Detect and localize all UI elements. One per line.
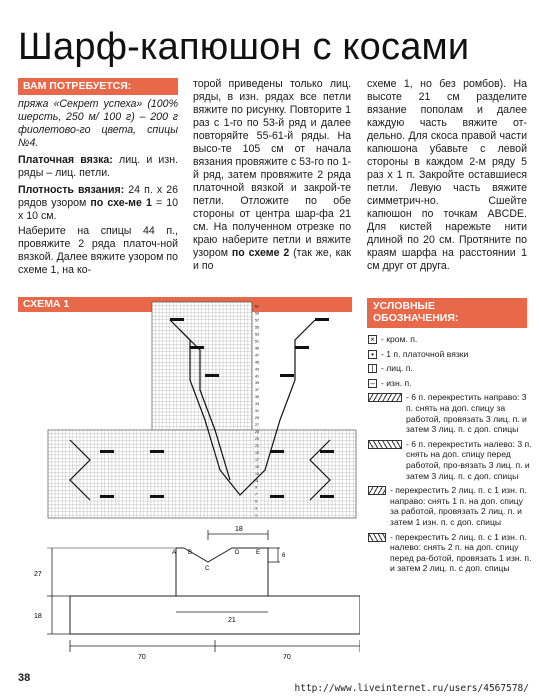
construction-diagram: [30, 524, 360, 669]
chart-row-number: 61: [255, 304, 259, 309]
cable-left-icon: [368, 440, 402, 449]
chart-row-number: 37: [255, 388, 259, 393]
point-a: A: [172, 550, 177, 556]
chart-row-number: 15: [255, 464, 259, 469]
point-d: D: [235, 550, 240, 556]
col2-text1: торой приведены только лиц. ряды, в изн. рядах все петли вяжите по рисунку. Повторите 1 раз с 1-го по 53-й ряд и далее повторяйте 55-61-й ряды. На высо-те 105 см от начала вязания провяжите с 53-го по 1-й ряд, затем провяжите 2 ряда платочной вязкой и закрой-те петли. Отложите по обе стороны от центра шар-фа 21 см. На полученном отрезке по краю наберите петли и вяжите узором: [193, 78, 351, 259]
chart-cable-mark: [320, 495, 334, 498]
garter-label: Платочная вязка:: [18, 154, 113, 166]
legend-item-cable-left: - 6 п. перекрестить налево: 3 п. снять на доп. спицу перед работой, про-вязать 3 лиц. п. и затем 3 лиц. п. с доп. спицы: [368, 439, 532, 481]
dim-bottom-left-label: 70: [138, 654, 146, 661]
chart-row-number: 19: [255, 450, 259, 455]
legend-item-cable-right: - 6 п. перекрестить направо: 3 п. снять на доп. спицу за работой, провязать 3 лиц. п. и затем 3 лиц. п. с доп. спицы: [368, 392, 532, 434]
chart-row-number: 1: [255, 513, 257, 518]
chart-cable-mark: [280, 374, 294, 377]
chart-row-number: 31: [255, 409, 259, 414]
chart-row-number: 53: [255, 332, 259, 337]
chart-cable-mark: [315, 318, 329, 321]
chart-cable-mark: [100, 495, 114, 498]
chart-row-number: 23: [255, 436, 259, 441]
chart-row-number: 55: [255, 325, 259, 330]
materials-header: ВАМ ПОТРЕБУЕТСЯ:: [18, 78, 178, 95]
chart-cable-mark: [205, 374, 219, 377]
edge-stitch-icon: ×: [368, 335, 377, 344]
legend-item-cross-left: - перекрестить 2 лиц. п. с 1 изн. п. налево: снять 2 п. на доп. спицу перед ра-ботой, провязать 1 изн. п. и затем 2 лиц. п. с доп. спицы: [368, 532, 532, 574]
purl-stitch-icon: –: [368, 379, 377, 388]
cross-right-icon: [368, 486, 386, 495]
chart-row-number: 57: [255, 318, 259, 323]
dim-left-lower-label: 18: [34, 613, 42, 620]
knitting-chart: [40, 300, 365, 522]
chart-row-number: 7: [255, 492, 257, 497]
legend: [368, 334, 532, 578]
legend-item-garter: • - 1 п. платочной вязки: [368, 349, 532, 360]
cable-right-icon: [368, 393, 402, 402]
gauge-tail: = 10 х 10 см.: [18, 197, 179, 222]
start-paragraph: Наберите на спицы 44 п., провяжите 2 ряда платоч-ной вязкой. Далее вяжите узором по схеме 1, на ко-: [18, 225, 178, 276]
chart-grid: [48, 302, 356, 518]
gauge-bold: по схе-ме 1: [90, 197, 152, 209]
chart-cable-mark: [320, 450, 334, 453]
chart-row-number: 45: [255, 360, 259, 365]
gauge-paragraph: [18, 184, 178, 223]
garter-paragraph: [18, 154, 178, 180]
point-b: B: [188, 550, 193, 556]
chart-row-number: 29: [255, 416, 259, 421]
chart-row-number: 9: [255, 485, 257, 490]
col2-text2: (так же, как и по: [193, 247, 352, 272]
dim-bottom-right-label: 70: [283, 654, 291, 661]
column-1: [18, 78, 178, 277]
chart-row-number: 25: [255, 429, 259, 434]
legend-item-purl: – - изн. п.: [368, 378, 532, 389]
schema-1-header: СХЕМА 1: [18, 297, 352, 312]
page-title: Шарф-капюшон с косами: [18, 26, 470, 68]
chart-row-number: 17: [255, 457, 259, 462]
gauge-label: Плотность вязания:: [18, 184, 125, 196]
chart-cable-mark: [150, 495, 164, 498]
dim-left-upper-label: 27: [34, 571, 42, 578]
chart-row-number: 43: [255, 367, 259, 372]
chart-row-number: 39: [255, 381, 259, 386]
dim-top-label: 18: [235, 526, 243, 533]
chart-row-number: 33: [255, 402, 259, 407]
gauge-text: 24 п. х 26 рядов узором: [18, 184, 178, 209]
dim-middle-label: 21: [228, 617, 236, 624]
column-3: [367, 78, 527, 273]
chart-cable-mark: [270, 495, 284, 498]
point-c: C: [205, 566, 210, 572]
chart-row-number: 3: [255, 506, 257, 511]
column-2: [193, 78, 351, 273]
garter-text: лиц. и изн. ряды – лиц. петли.: [18, 154, 178, 179]
chart-cable-mark: [100, 450, 114, 453]
legend-item-edge: × - кром. п.: [368, 334, 532, 345]
chart-row-number: 51: [255, 339, 259, 344]
col2-bold: по схеме 2: [231, 247, 290, 259]
materials-text: пряжа «Секрет успеха» (100% шерсть, 250 м/ 100 г) – 200 г фиолетово-го цвета, спицы №4.: [18, 98, 178, 149]
chart-row-number: 49: [255, 346, 259, 351]
chart-row-number: 35: [255, 395, 259, 400]
point-e: E: [256, 550, 261, 556]
knit-stitch-icon: |: [368, 364, 377, 373]
chart-row-number: 41: [255, 374, 259, 379]
col3-paragraph: схеме 1, но без ромбов). На высоте 21 см разделите вязание пополам и далее каждую часть вяжите от-дельно. Для скоса правой части капюшона убавьте с левой стороны в каждом 2-м ряду 5 раз х 1 п. Закройте оставшиеся петли. Левую часть вяжите симметрич-но. Сшейте капюшон по точкам ABCDE. Для кистей нарежьте нити длиной по 20 см. Протяните по краям шарфа на расстоянии 1 см друг от друга.: [367, 78, 527, 272]
chart-row-number: 27: [255, 423, 259, 428]
chart-row-number: 11: [255, 478, 259, 483]
chart-row-number: 13: [255, 471, 259, 476]
col2-paragraph: [193, 78, 351, 273]
chart-cable-mark: [190, 346, 204, 349]
chart-row-number: 59: [255, 311, 259, 316]
dim-small-label: 6: [282, 553, 286, 559]
chart-row-number: 21: [255, 443, 259, 448]
chart-cable-mark: [270, 450, 284, 453]
legend-item-knit: | - лиц. п.: [368, 363, 532, 374]
chart-cable-mark: [295, 346, 309, 349]
garter-stitch-icon: •: [368, 350, 377, 359]
chart-cable-mark: [170, 318, 184, 321]
legend-item-cross-right: - перекрестить 2 лиц. п. с 1 изн. п. направо: снять 1 п. на доп. спицу за работой, провязать 2 лиц. п. и затем 1 изн. п. с доп. спицы: [368, 485, 532, 527]
cross-left-icon: [368, 533, 386, 542]
legend-header: УСЛОВНЫЕ ОБОЗНАЧЕНИЯ:: [367, 298, 527, 328]
scarf-outline: [70, 596, 360, 634]
chart-row-number: 47: [255, 353, 259, 358]
chart-cable-mark: [150, 450, 164, 453]
source-url: http://www.liveinternet.ru/users/4567578/: [294, 683, 529, 694]
chart-row-number: 5: [255, 499, 257, 504]
page-number: 38: [18, 672, 31, 684]
